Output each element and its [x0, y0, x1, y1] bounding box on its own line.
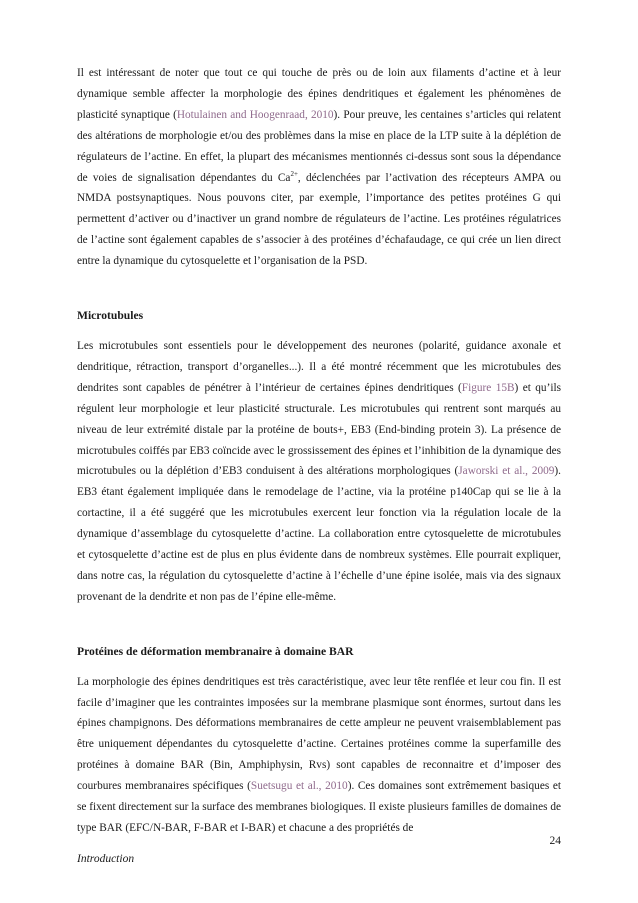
text-run: ) et qu’ils régulent leur morphologie et leur plasticité structurale. Les microtubules qui rentrent sont marqués au niveau de leur extrémité distale par la protéine de bouts+, EB3 (End-binding protein 3). La présence de microtubules coiffés par EB3 coïncide avec le grossissement des épines et l’inhibition de la dynamique des microtubules ou la déplétion d’EB3 conduisent à des altérations morphologiques ( — [77, 381, 562, 478]
superscript: 2+ — [290, 169, 298, 178]
figure-reference-link[interactable]: Figure 15B — [461, 381, 515, 394]
text-run: Les microtubules sont essentiels pour le développement des neurones (polarité, guidance axonale et dendritique, rétraction, transport d’organelles...). Il a été montré récemment que les microtubules des dendrites sont capables de pénétrer à l’intérieur de certaines épines dendritiques ( — [77, 339, 561, 394]
text-run: , déclenchées par l’activation des récepteurs AMPA ou NMDA postsynaptiques. Nous pouvons citer, par exemple, l’importance des petites protéines G qui permettent d’activer ou d’inactiver un grand nombre de régulateurs de l’actine. Les protéines régulatrices de l’actine sont également capables de s’associer à des protéines d’échafaudage, ce qui crée un lien direct entre la dynamique du cytosquelette et l’organisation de la PSD. — [77, 171, 561, 268]
text-run: ). Pour preuve, les centaines s’articles qui relatent des altérations de morphologie et/ou des problèmes dans la mise en place de la LTP suite à la déplétion de régulateurs de l’actine. En effet, la plupart des mécanismes mentionnés ci-dessus sont sous la dépendance de voies de signalisation dépendantes du Ca — [77, 108, 561, 184]
citation-link[interactable]: Hotulainen and Hoogenraad, 2010 — [176, 108, 334, 121]
paragraph-bar-domain — [77, 672, 561, 839]
section-heading-microtubules: Microtubules — [77, 309, 144, 323]
page-content — [77, 63, 561, 839]
text-run: La morphologie des épines dendritiques est très caractéristique, avec leur tête renflée et leur cou fin. Il est facile d’imaginer que les contraintes imposées sur la membrane plasmique sont énormes, surtout dans les épines champignons. Des déformations membranaires de cette ampleur ne peuvent vraisemblablement pas être uniquement dépendantes du cytosquelette d’actine. Certaines protéines comme la superfamille des protéines à domaine BAR (Bin, Amphiphysin, Rvs) sont capables de reconnaitre et d’imposer des courbures membranaires spécifiques ( — [77, 675, 561, 793]
text-run: Il est intéressant de noter que tout ce qui touche de près ou de loin aux filaments d’actine et à leur dynamique semble affecter la morphologie des épines dendritiques et également les phénomènes de plasticité synaptique ( — [77, 67, 561, 121]
text-run: ). EB3 étant également impliquée dans le remodelage de l’actine, via la protéine p140Cap qui se lie à la cortactine, il a été suggéré que les microtubules exercent leur fonction via la régulation locale de la dynamique d’assemblage du cytosquelette d’actine. La collaboration entre cytosquelette de microtubules et cytosquelette d’actine est de plus en plus évidente dans de nombreux systèmes. Elle pourrait expliquer, dans notre cas, la régulation du cytosquelette d’actine à l’échelle d’une épine isolée, mais via des signaux provenant de la dendrite et non pas de l’épine elle-même. — [77, 465, 562, 603]
paragraph-microtubules — [77, 336, 561, 608]
page-number: 24 — [549, 835, 561, 847]
paragraph-actin-dynamics — [77, 63, 561, 272]
citation-link[interactable]: Jaworski et al., 2009 — [458, 465, 555, 478]
text-run: ). Ces domaines sont extrêmement basiques et se fixent directement sur la surface des membranes biologiques. Il existe plusieurs familles de domaines de type BAR (EFC/N-BAR, F-BAR et I-BAR) et chacune a des propriétés de — [77, 780, 561, 834]
section-heading-bar-proteins: Protéines de déformation membranaire à domaine BAR — [77, 644, 354, 658]
citation-link[interactable]: Suetsugu et al., 2010 — [250, 780, 348, 793]
running-footer: Introduction — [77, 853, 135, 865]
